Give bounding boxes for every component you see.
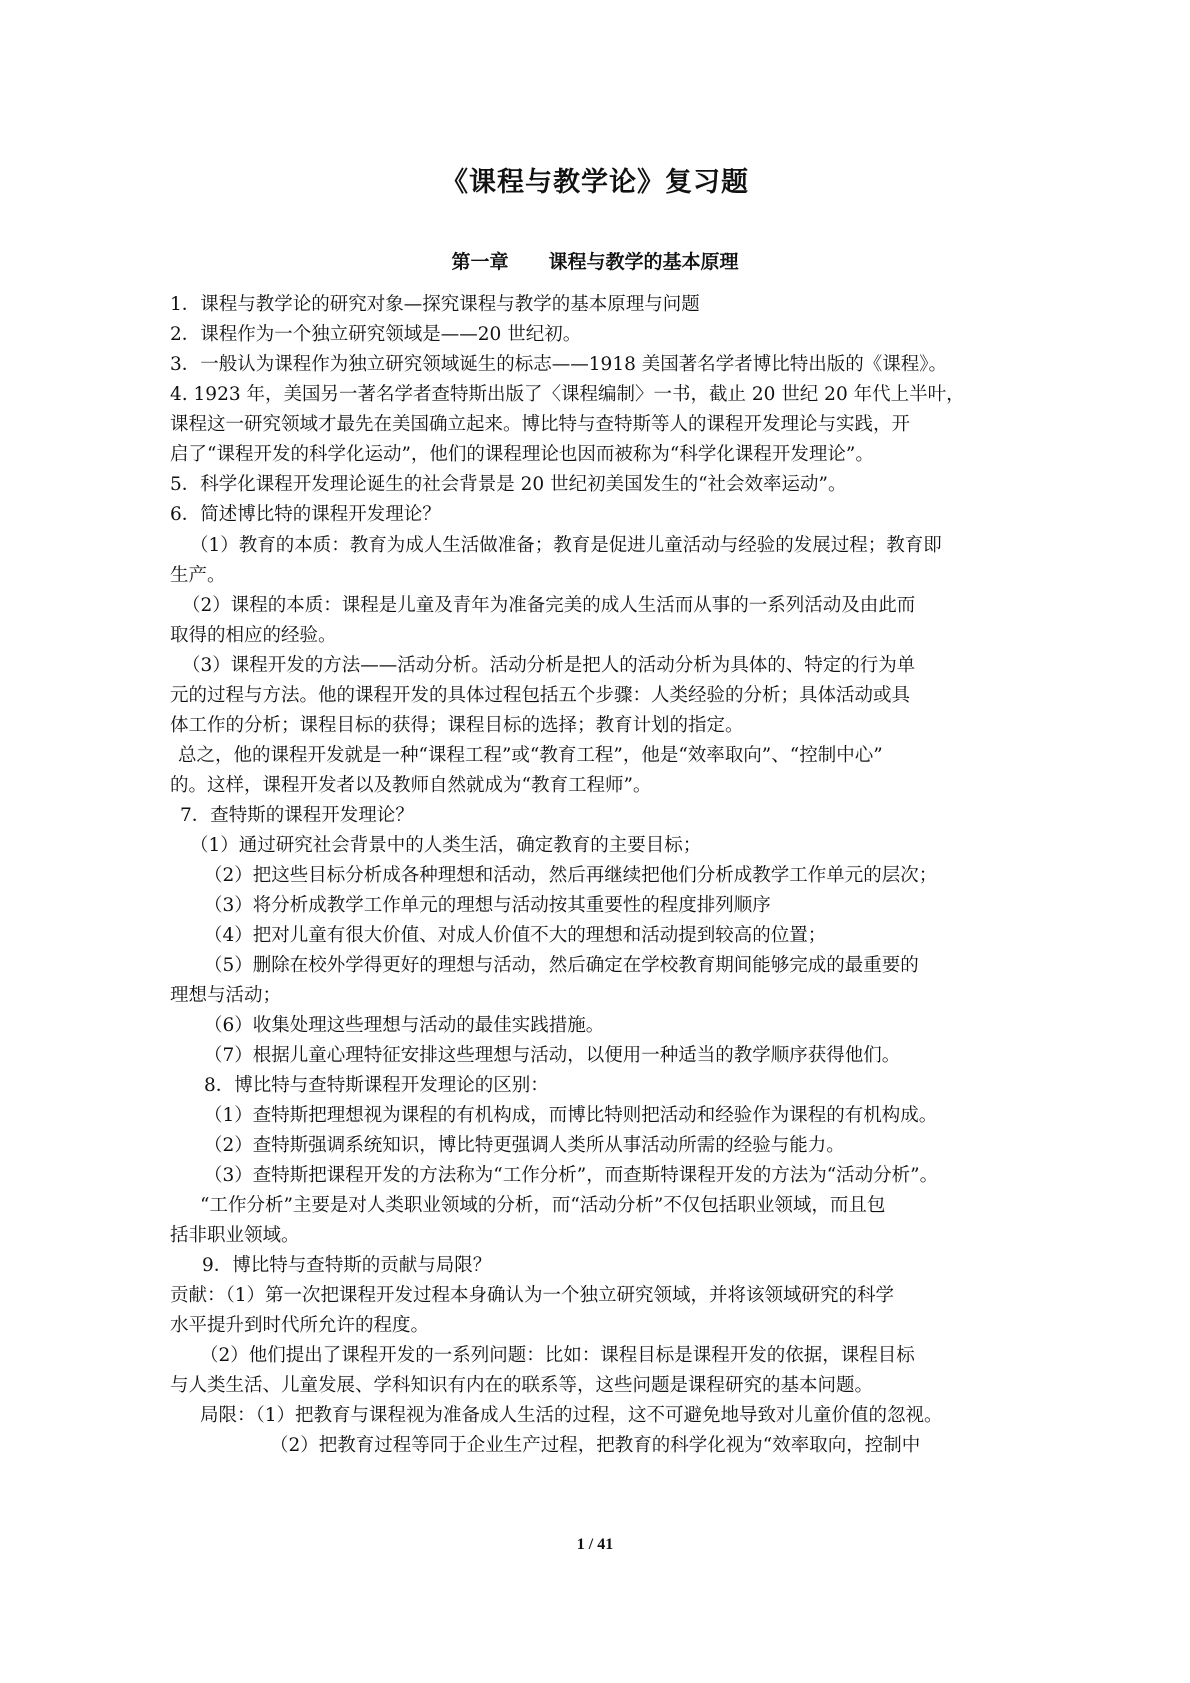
text-line: 理想与活动； <box>170 985 282 1006</box>
text-line: 局限：（1）把教育与课程视为准备成人生活的过程，这不可避免地导致对儿童价值的忽视。 <box>200 1405 943 1426</box>
text-line: 元的过程与方法。他的课程开发的具体过程包括五个步骤：人类经验的分析；具体活动或具 <box>170 685 911 706</box>
text-line: （2）他们提出了课程开发的一系列问题：比如：课程目标是课程开发的依据，课程目标 <box>200 1345 915 1366</box>
text-line: （2）查特斯强调系统知识，博比特更强调人类所从事活动所需的经验与能力。 <box>204 1135 845 1156</box>
text-line: 与人类生活、儿童发展、学科知识有内在的联系等，这些问题是课程研究的基本问题。 <box>170 1375 874 1396</box>
text-line: 贡献：（1）第一次把课程开发过程本身确认为一个独立研究领域，并将该领域研究的科学 <box>170 1285 895 1306</box>
text-line: 取得的相应的经验。 <box>170 625 337 646</box>
text-line: （2）把教育过程等同于企业生产过程，把教育的科学化视为“效率取向，控制中 <box>270 1435 921 1456</box>
page-number: 1 / 41 <box>576 1536 614 1553</box>
text-line: （1）教育的本质：教育为成人生活做准备；教育是促进儿童活动与经验的发展过程；教育即 <box>190 535 942 556</box>
chapter-number: 第一章 <box>451 251 509 273</box>
text-line: “工作分析”主要是对人类职业领域的分析，而“活动分析”不仅包括职业领域，而且包 <box>200 1195 886 1216</box>
text-line: 启了“课程开发的科学化运动”，他们的课程理论也因而被称为“科学化课程开发理论”。 <box>170 444 874 465</box>
text-line: （1）通过研究社会背景中的人类生活，确定教育的主要目标； <box>190 835 702 856</box>
text-line: 3．一般认为课程作为独立研究领域诞生的标志——1918 美国著名学者博比特出版的《课程》。 <box>170 354 947 375</box>
text-line: （5）删除在校外学得更好的理想与活动，然后确定在学校教育期间能够完成的最重要的 <box>204 955 919 976</box>
text-line: 7．查特斯的课程开发理论？ <box>180 805 414 826</box>
text-line: 5．科学化课程开发理论诞生的社会背景是 20 世纪初美国发生的“社会效率运动”。 <box>170 474 847 495</box>
text-line: 1．课程与教学论的研究对象—探究课程与教学的基本原理与问题 <box>170 294 700 315</box>
text-line: （2）课程的本质：课程是儿童及青年为准备完美的成人生活而从事的一系列活动及由此而 <box>182 595 916 616</box>
text-line: （1）查特斯把理想视为课程的有机构成，而博比特则把活动和经验作为课程的有机构成。 <box>204 1105 938 1126</box>
text-line: 体工作的分析；课程目标的获得；课程目标的选择；教育计划的指定。 <box>170 715 744 736</box>
text-line: 课程这一研究领域才最先在美国确立起来。博比特与查特斯等人的课程开发理论与实践，开 <box>170 414 911 435</box>
text-line: 6．简述博比特的课程开发理论？ <box>170 504 441 525</box>
chapter-name: 课程与教学的基本原理 <box>548 251 739 273</box>
text-line: （3）查特斯把课程开发的方法称为“工作分析”，而查斯特课程开发的方法为“活动分析”。 <box>204 1165 939 1186</box>
text-line: 的。这样，课程开发者以及教师自然就成为“教育工程师”。 <box>170 775 652 796</box>
text-line: （7）根据儿童心理特征安排这些理想与活动，以便用一种适当的教学顺序获得他们。 <box>204 1045 901 1066</box>
text-line: （2）把这些目标分析成各种理想和活动，然后再继续把他们分析成教学工作单元的层次； <box>204 865 938 886</box>
text-line: （3）将分析成教学工作单元的理想与活动按其重要性的程度排列顺序 <box>204 895 771 916</box>
text-line: 2．课程作为一个独立研究领域是——20 世纪初。 <box>170 324 582 345</box>
text-line: 9．博比特与查特斯的贡献与局限？ <box>202 1255 492 1276</box>
text-line: 括非职业领域。 <box>170 1225 300 1246</box>
text-line: 8．博比特与查特斯课程开发理论的区别： <box>204 1075 549 1096</box>
text-line: 4. 1923 年，美国另一著名学者查特斯出版了〈课程编制〉一书，截止 20 世纪 20 年代上半叶， <box>170 384 965 405</box>
text-line: （4）把对儿童有很大价值、对成人价值不大的理想和活动提到较高的位置； <box>204 925 827 946</box>
chapter-heading <box>0 247 1190 274</box>
text-line: （6）收集处理这些理想与活动的最佳实践措施。 <box>204 1015 605 1036</box>
text-line: 总之，他的课程开发就是一种“课程工程”或“教育工程”，他是“效率取向”、“控制中心” <box>178 745 883 766</box>
text-line: 水平提升到时代所允许的程度。 <box>170 1315 430 1336</box>
document-title: 《课程与教学论》复习题 <box>441 167 749 198</box>
text-line: （3）课程开发的方法——活动分析。活动分析是把人的活动分析为具体的、特定的行为单 <box>182 655 916 676</box>
text-line: 生产。 <box>170 565 226 586</box>
